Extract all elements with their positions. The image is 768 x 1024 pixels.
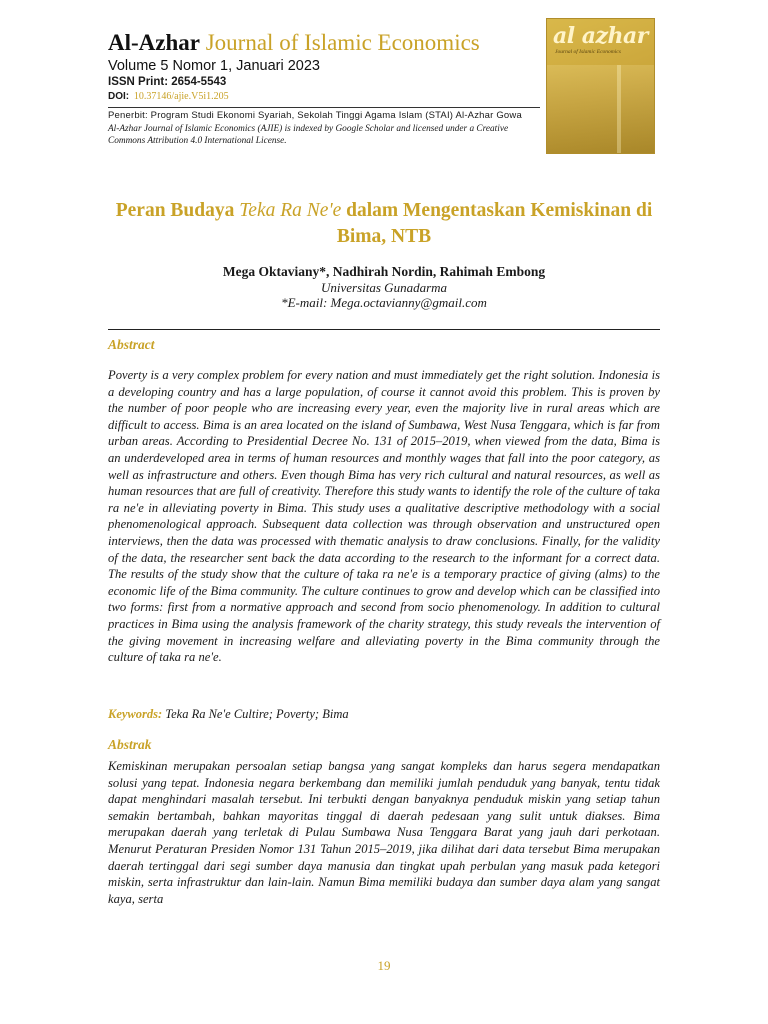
issn: ISSN Print: 2654-5543 xyxy=(108,76,227,88)
cover-logo: al azhar xyxy=(553,23,648,49)
cover-subtitle: Journal of Islamic Economics xyxy=(555,49,621,55)
authors: Mega Oktaviany*, Nadhirah Nordin, Rahimah Embong xyxy=(222,264,546,279)
keywords-text: Teka Ra Ne'e Cultire; Poverty; Bima xyxy=(165,707,349,721)
keywords xyxy=(108,707,349,722)
abstrak-text: Kemiskinan merupakan persoalan setiap bangsa yang sangat kompleks dan harus segera mendapatkan solusi yang tepat. Indonesia negara berkembang dan memiliki jumlah penduduk yang banyak, tentu tidak dapat menghindari masalah tersebut. Ini terbukti dengan banyaknya penduduk miskin yang setiap tahun semakin bertambah, bahkan mayoritas tinggal di daerah pedesaan yang sulit untuk diakses. Bima merupakan daerah yang terletak di Pulau Sumbawa Nusa Tenggara Barat yang jauh dari perkotaan. Menurut Peraturan Presiden Nomor 131 Tahun 2015–2019, jika dilihat dari data tersebut Bima merupakan daerah tertinggal dari segi sumber daya manusia dan tingkat upah perbulan yang masuk pada ketegori miskin, serta infrastruktur dan lain-lain. Namun Bima memiliki budaya dan sumber daya alam yang sangat kaya, serta xyxy=(108,759,660,906)
doi xyxy=(108,90,540,104)
journal-name: Journal of Islamic Economics xyxy=(205,30,480,55)
abstrak-heading: Abstrak xyxy=(108,737,152,752)
title-part2: dalam Mengentaskan Kemiskinan di Bima, NTB xyxy=(336,200,653,247)
abstract-heading: Abstract xyxy=(108,337,155,352)
doi-label: DOI: xyxy=(108,91,130,102)
author-email: *E-mail: Mega.octavianny@gmail.com xyxy=(281,295,487,310)
title-part1: Peran Budaya xyxy=(115,200,240,221)
paper-title xyxy=(100,198,668,250)
cover-stripe xyxy=(617,65,621,154)
journal-title xyxy=(108,28,540,58)
license-note: Al-Azhar Journal of Islamic Economics (AJIE) is indexed by Google Scholar and licensed under a Creative Commons Attribution 4.0 International License. xyxy=(108,124,509,146)
journal-header xyxy=(108,28,540,147)
page-number: 19 xyxy=(377,958,391,973)
section-divider xyxy=(108,329,660,330)
title-italic: Teka Ra Ne'e xyxy=(239,200,342,221)
header-divider xyxy=(108,107,540,108)
journal-brand: Al-Azhar xyxy=(108,30,200,55)
volume-issue: Volume 5 Nomor 1, Januari 2023 xyxy=(108,58,320,74)
publisher: Penerbit: Program Studi Ekonomi Syariah, Sekolah Tinggi Agama Islam (STAI) Al-Azhar Gowa xyxy=(108,110,522,121)
cover-band xyxy=(547,65,654,154)
abstract-text: Poverty is a very complex problem for every nation and must immediately get the right solution. Indonesia is a developing country and has a large population, of course it cannot avoid this problem. This is proven by the number of poor people who are increasing every year, even the majority live in rural areas which are difficult to access. Bima is an area located on the island of Sumbawa, West Nusa Tenggara, which is far from urban areas. According to Presidential Decree No. 131 of 2015–2019, when viewed from the data, Bima is an underdeveloped area in terms of human resources and monthly wages that fall into the poor category, as well as infrastructure and others. Even though Bima has very rich cultural and natural resources, as well as human resources that are full of creativity. Therefore this study wants to identify the role of the culture of taka ra ne'e in alleviating poverty in Bima. This study uses a qualitative descriptive methodology with a social phenomenological approach. Subsequent data collection was through observation and unstructured open interviews, then the data was processed with thematic analysis to draw conclusions. Finally, for the validity of the data, the researcher sent back the data according to the research to the informant for a correct data. The results of the study show that the culture of taka ra ne'e is a temporary practice of giving (alms) to the economic life of the Bima community. The culture continues to grow and develop which can be classified into two forms: first from a normative approach and second from socio phenomenology. In addition to cultural practices in Bima using the analysis framework of the charity strategy, this study reveals the intervention of the giving movement in increasing welfare and alleviating poverty in the Bima community through the culture of taka ra ne'e. xyxy=(108,368,660,665)
affiliation: Universitas Gunadarma xyxy=(320,280,448,295)
title-block xyxy=(100,198,668,311)
doi-link[interactable]: 10.37146/ajie.V5i1.205 xyxy=(133,91,229,102)
keywords-label: Keywords: xyxy=(108,707,163,721)
journal-cover-image xyxy=(546,18,655,154)
